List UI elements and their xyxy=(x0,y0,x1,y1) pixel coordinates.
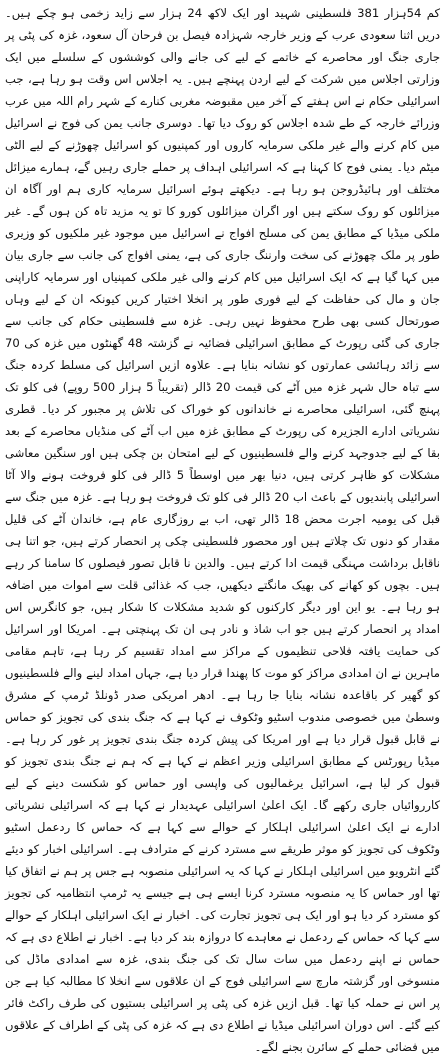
article-paragraph: کم 54ہزار 381 فلسطینی شہید اور ایک لاکھ 24 ہزار سے زاید زخمی ہو چکے ہیں۔ دریں اثنا سعودی عرب کے وزیر خارجہ شہزادہ فیصل بن فرحان آل سعود، غزہ کی پٹی پر جاری جنگ اور محاصرے کے خاتمے کے لیے کی جانے والی کوششوں کے سلسلے میں ایک وزارتی اجلاس میں شرکت کے لیے اردن پہنچے ہیں۔ یہ اجلاس اس وقت ہو رہا ہے، جب اسرائیلی حکام نے اس ہفتے کے آخر میں مقبوضہ مغربی کنارے کے شہر رام اللہ میں عرب وزرائے خارجہ کے طے شدہ اجلاس کو روک دیا تھا۔ دوسری جانب یمن کی فوج نے اسرائیل میں کام کرنے والے غیر ملکی سرمایہ کاروں اور کمپنیوں کو اسرائیل چھوڑنے کے لیے الٹی میٹم دیا۔ یمنی فوج کا کہنا ہے کہ اسرائیلی اہداف پر حملے جاری رہیں گے، ہمارے میزائل مختلف اور ہائیڈروجن ہو رہا ہے۔ دیکھتے ہوئے اسرائیل سرمایہ کاری ہم اور آگاہ ان میزائلوں کو روک سکتے ہیں اور اگران میزائلوں کورو کا تو یہ مزید تاہ کن ہوں گے۔ غیر ملکی میڈیا کے مطابق یمن کی مسلح افواج نے اسرائیل میں موجود غیر ملکیوں کو وزیری طور پر ملک چھوڑنے کی سخت وارننگ جاری کی ہے، یمنی افواج کی جانب سے جاری بیان میں کہا گیا ہے کہ ایک اسرائیل میں کام کرنے والی غیر ملکی کمپنیاں اور سرمایہ کاراپنی جان و مال کی حفاظت کے لیے فوری طور پر انخلا اختیار کریں کیونکہ ان کے لیے وہاں صورتحال کسی بھی طرح محفوظ نہیں رہی۔ غزہ سے فلسطینی حکام کی جانب سے جاری کی گئی رپورٹ کے مطابق اسرائیلی فضائیہ نے گزشتہ 48 گھنٹوں میں غزہ کی 70 سے زائد رہائشی عمارتوں کو نشانہ بنایا ہے۔ علاوہ ازیں اسرائیل کی مسلط کردہ جنگ سے تباہ حال شہر غزہ میں آٹے کی قیمت 20 ڈالر (تقریباً 5 ہزار 500 روپے) فی کلو تک پہنچ گئی، اسرائیلی محاصرے نے خاندانوں کو خوراک کی تلاش پر مجبور کر دیا۔ قطری نشریاتی ادارے الجزیرہ کی رپورٹ کے مطابق غزہ میں اب آٹے کی منڈیاں محاصرے کے بعد بقا کے لیے جدوجہد کرنے والے فلسطینیوں کے لیے امتحان بن چکی ہیں اور سنگین معاشی مشکلات کو ظاہر کرتی ہیں، دنیا بھر میں اوسطاً 5 ڈالر فی کلو فروخت ہونے والا آٹا اسرائیلی پابندیوں کے باعث اب 20 ڈالر فی کلو تک فروخت ہو رہا ہے۔ غزہ میں جنگ سے قبل کی یومیہ اجرت محض 18 ڈالر تھی، اب بے روزگاری عام ہے، خاندان آٹے کی قلیل مقدار کو دنوں تک چلاتے ہیں اور محصور فلسطینی چکی پر انحصار کرتے ہیں، جو اتنا ہی ناقابل برداشت مہنگی قیمت ادا کرتے ہیں۔ والدین نا قابل تصور فیصلوں کا سامنا کر رہے ہیں۔ بچوں کو کھانے کی بھیک مانگتے دیکھیں، جب کہ غذائی قلت سے اموات میں اضافہ ہو رہا ہے۔ یو این اور دیگر کارکنوں کو شدید مشکلات کا شکار ہیں، جو کانگرس اس امداد پر انحصار کرتے ہیں جو اب شاذ و نادر ہی ان تک پہنچتی ہے۔ امریکا اور اسرائیل کی حمایت یافتہ فلاحی تنظیموں کے مراکز سے امداد تقسیم کر رہا ہے، تاہم مقامی ماہرین نے ان امدادی مراکز کو موت کا پھندا قرار دیا ہے، جہاں امداد لینے والے فلسطینیوں کو گھیر کر باقاعدہ نشانہ بنایا جا رہا ہے۔ ادھر امریکی صدر ڈونلڈ ٹرمپ کے مشرق وسطیٰ میں خصوصی مندوب اسٹیو وٹکوف نے کہا ہے کہ جنگ بندی کی تجویز کو حماس نے قابل قبول قرار دیا ہے اور امریکا کی پیش کردہ جنگ بندی تجویز پر غور کر رہا ہے۔ میڈیا رپورٹس کے مطابق اسرائیلی وزیر اعظم نے کہا ہے کہ ہم نے جنگ بندی تجویز کو قبول کر لیا ہے، اسرائیل یرغمالیوں کی واپسی اور حماس کو شکست دینے کے لیے کارروائیاں جاری رکھے گا۔ ایک اعلیٰ اسرائیلی عہدیدار نے کہا ہے کہ اسرائیلی نشریاتی ادارے نے ایک اعلیٰ اسرائیلی اہلکار کے حوالے سے کہا ہے کہ حماس کا ردعمل اسٹیو وٹکوف کی تجویز کو موثر طریقے سے مسترد کرنے کے مترادف ہے۔ اسرائیلی اخبار کو دیئے گئے انٹرویو میں اسرائیلی اہلکار نے کہا کہ یہ اسرائیلی منصوبہ ہے جس پر ہم نے اتفاق کیا تھا اور حماس کا یہ منصوبہ مسترد کرنا ایسے ہی ہے جیسے یہ ٹرمپ انتظامیہ کی تجویز کو مسترد کر دیا ہو اور ایک ہی تجویز تجارت کی۔ اخبار نے ایک اسرائیلی اہلکار کے حوالے سے کہا کہ حماس کے ردعمل نے معاہدے کا دروازہ بند کر دیا ہے۔ اخبار نے اطلاع دی ہے کہ حماس نے اپنے ردعمل میں سات سال تک کی جنگ بندی، غزہ سے امدادی ماڈل کی منسوخی اور گزشتہ مارچ سے اسرائیلی فوج کے ان علاقوں سے انخلا کا مطالبہ کیا ہے جن پر اس نے حملہ کیا تھا۔ قبل ازیں غزہ کی پٹی پر اسرائیلی بستیوں کی طرف راکٹ فائر کیے گئے۔ اس دوران اسرائیلی میڈیا نے اطلاع دی ہے کہ غزہ کی پٹی کے اطراف کے علاقوں میں فضائی حملے کے سائرن بجنے لگے۔ xyxy=(5,6,441,1054)
article-body xyxy=(5,2,440,1058)
